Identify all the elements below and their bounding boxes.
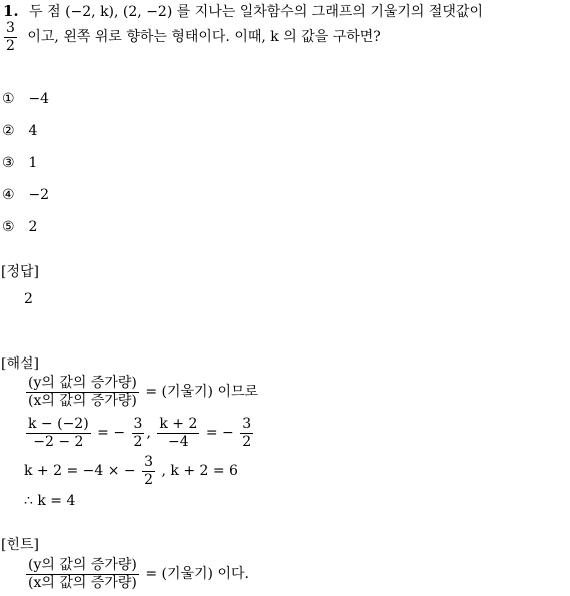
equals-minus-1: = −: [97, 425, 126, 442]
hint-tail: = (기울기) 이다.: [145, 566, 249, 583]
choice-2-mark: ②: [2, 123, 15, 139]
choice-1-mark: ①: [2, 91, 15, 107]
choice-1[interactable]: [2, 92, 49, 106]
problem-fraction-denominator: 2: [6, 37, 15, 54]
explanation-fraction-e: [142, 455, 155, 487]
problem-line-2: [2, 21, 381, 53]
fraction-e-denominator: 2: [144, 471, 154, 488]
explanation-conclusion: ∴ k = 4: [24, 493, 76, 509]
explanation-label: [해설]: [1, 356, 39, 372]
choice-4-text: −2: [28, 187, 50, 203]
problem-text-line-1: 두 점 (−2, k), (2, −2) 를 지나는 일차함수의 그래프의 기울기의 절댓값이: [29, 4, 483, 20]
choice-3-text: 1: [28, 155, 38, 171]
problem-fraction: [4, 21, 17, 53]
fraction-e-numerator: 3: [144, 454, 154, 470]
explanation-line-1-tail: = (기울기) 이므로: [145, 384, 259, 401]
explanation-line-1: [24, 376, 258, 408]
line-3-pre: k + 2 = −4 × −: [24, 463, 136, 480]
hint-y-increase: (y의 값의 증가량): [28, 557, 137, 573]
equals-minus-2: = −: [205, 425, 234, 442]
choice-3[interactable]: [2, 156, 37, 170]
problem-fraction-numerator: 3: [6, 20, 15, 36]
choice-5-text: 2: [28, 219, 38, 235]
explanation-fraction-slope: [26, 376, 139, 408]
fraction-a-denominator: −2 − 2: [33, 433, 84, 450]
choice-3-mark: ③: [2, 155, 15, 171]
fraction-c-numerator: k + 2: [159, 416, 198, 432]
x-increase: (x의 값의 증가량): [28, 392, 137, 409]
explanation-line-2: [24, 417, 255, 449]
explanation-fraction-a: [26, 417, 91, 449]
hint-fraction: [26, 558, 139, 590]
explanation-fraction-c: [157, 417, 199, 449]
fraction-d-denominator: 2: [242, 433, 252, 450]
problem-text-line-2: 이고, 왼쪽 위로 향하는 형태이다. 이때, k 의 값을 구하면?: [27, 29, 381, 46]
answer-label: [정답]: [1, 264, 39, 280]
hint-x-increase: (x의 값의 증가량): [28, 574, 137, 591]
choice-2[interactable]: [2, 124, 37, 138]
choice-4[interactable]: [2, 188, 49, 202]
choice-4-mark: ④: [2, 187, 15, 203]
choice-5[interactable]: [2, 220, 37, 234]
choice-5-mark: ⑤: [2, 219, 15, 235]
fraction-c-denominator: −4: [168, 433, 189, 450]
problem-number: 1.: [3, 2, 19, 20]
line-3-post: , k + 2 = 6: [161, 463, 238, 480]
choice-1-text: −4: [28, 91, 50, 107]
hint-label: [힌트]: [1, 537, 39, 553]
explanation-line-3: [24, 455, 238, 487]
hint-line: [24, 558, 249, 590]
explanation-fraction-d: [240, 417, 253, 449]
fraction-d-numerator: 3: [242, 416, 252, 432]
y-increase: (y의 값의 증가량): [28, 375, 137, 391]
answer-value: 2: [24, 291, 33, 307]
explanation-fraction-b: [132, 417, 145, 449]
fraction-b-numerator: 3: [133, 416, 143, 432]
choice-2-text: 4: [28, 123, 38, 139]
problem-line-1: [3, 4, 483, 19]
fraction-b-denominator: 2: [133, 433, 143, 450]
fraction-a-numerator: k − (−2): [28, 416, 89, 432]
comma: ,: [146, 425, 151, 442]
